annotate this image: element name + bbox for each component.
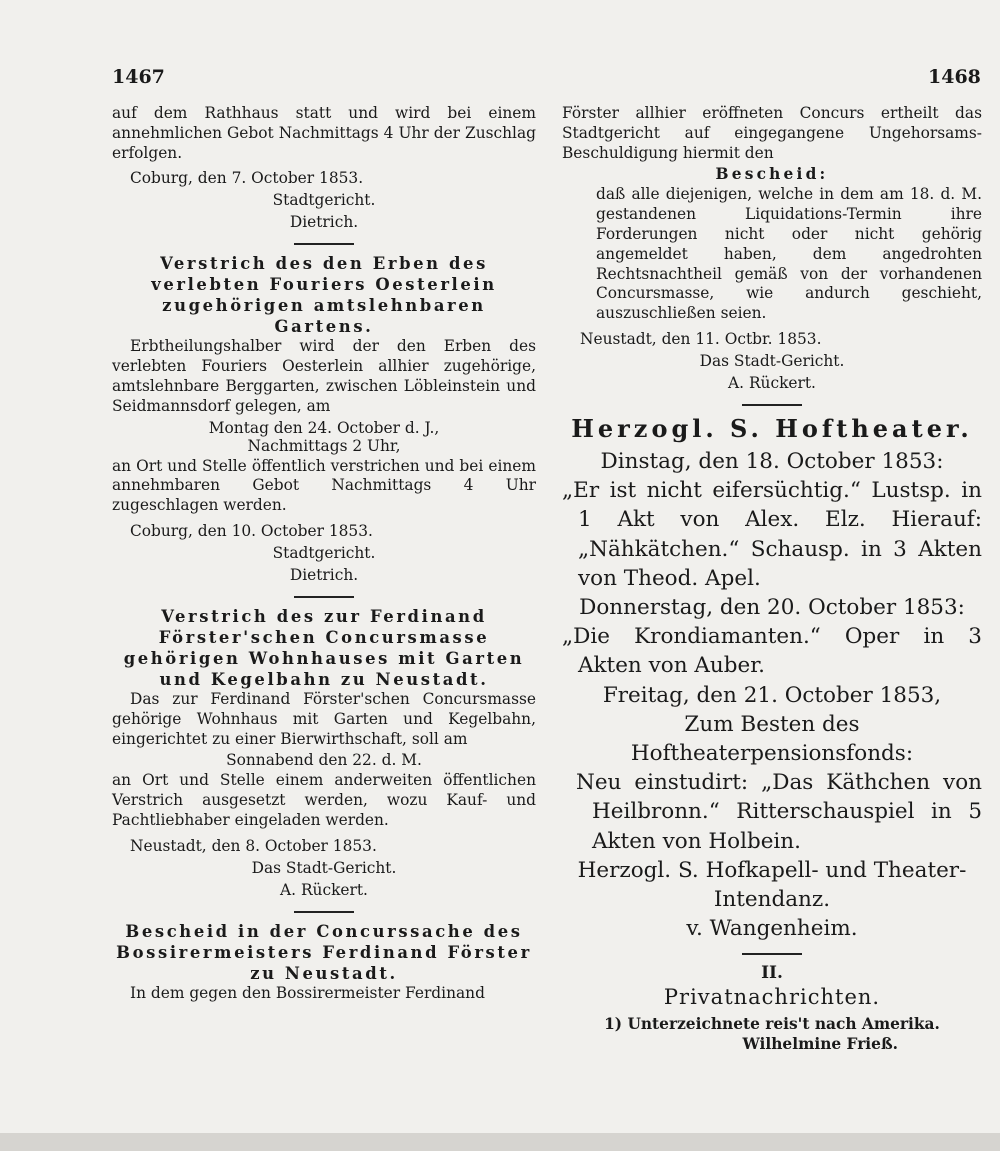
notice-body: Erbtheilungshalber wird der den Erben des verlebten Fouriers Oesterlein allhier zugehörige, amtslehnbare Berggarten, zwischen Löbleinstein und Seidmannsdorf gelegen, am	[112, 337, 536, 415]
notice-day: Sonnabend den 22. d. M.	[226, 751, 422, 770]
divider	[294, 911, 354, 913]
section-number: II.	[761, 963, 783, 984]
notice-signature: Dietrich.	[289, 565, 359, 584]
notice-heading: Verstrich des zur Ferdinand Förster'schen Concursmasse gehörigen Wohnhauses mit Garten und Kegelbahn zu Neustadt.	[123, 606, 525, 689]
notice-continuation: Förster allhier eröffneten Concurs ertheilt das Stadtgericht auf eingegangene Ungehorsams-Beschuldigung hiermit den	[562, 104, 982, 162]
notice-time: Nachmittags 2 Uhr,	[247, 436, 401, 455]
theater-signature: Intendanz.	[713, 887, 831, 913]
notice-body: In dem gegen den Bossirermeister Ferdinand	[130, 983, 485, 1002]
theater-signature: Herzogl. S. Hofkapell- und Theater-	[577, 857, 967, 883]
program-date: Dinstag, den 18. October 1853:	[600, 448, 944, 474]
notice-day: Montag den 24. October d. J.,	[208, 418, 440, 437]
notice-heading: Bescheid in der Concurssache des Bossirermeisters Ferdinand Förster zu Neustadt.	[116, 921, 532, 983]
notice-date: Coburg, den 10. October 1853.	[130, 521, 373, 540]
notice-date: Neustadt, den 8. October 1853.	[130, 836, 377, 855]
notice-body: Das zur Ferdinand Förster'schen Concursmasse gehörige Wohnhaus mit Garten und Kegelbahn, eingerichtet zu einer Bierwirthschaft, soll am	[112, 689, 536, 748]
page-number-right: 1468	[928, 66, 981, 88]
private-notice-signature: Wilhelmine Frieß.	[742, 1035, 898, 1054]
program-entry: „Er ist nicht eifersüchtig.“ Lustsp. in 1 Akt von Alex. Elz. Hierauf: „Nähkätchen.“ Schausp. in 3 Akten von Theod. Apel.	[562, 478, 982, 591]
notice-bescheid: Bescheid:	[715, 165, 829, 184]
theater-signature: v. Wangenheim.	[686, 916, 858, 942]
notice-continuation: auf dem Rathhaus statt und wird bei einem annehmlichen Gebot Nachmittags 4 Uhr der Zuschlag erfolgen.	[112, 104, 536, 162]
left-column	[112, 104, 536, 1004]
page-number-left: 1467	[112, 66, 165, 88]
page-shadow	[0, 1133, 1000, 1151]
program-entry: „Die Krondiamanten.“ Oper in 3 Akten von Auber.	[562, 624, 982, 679]
notice-court: Stadtgericht.	[272, 543, 376, 562]
theater-title: Herzogl. S. Hoftheater.	[571, 413, 973, 443]
notice-body-cont: an Ort und Stelle öffentlich verstrichen und bei einem annehmbaren Gebot Nachmittags 4 Uhr zugeschlagen werden.	[112, 456, 536, 515]
program-benefit: Zum Besten des Hoftheaterpensionsfonds:	[630, 711, 914, 766]
notice-date: Coburg, den 7. October 1853.	[130, 169, 364, 188]
notice-signature: A. Rückert.	[280, 880, 368, 899]
notice-signature: Dietrich.	[289, 213, 359, 232]
notice-date: Neustadt, den 11. Octbr. 1853.	[580, 329, 822, 348]
divider	[294, 596, 354, 598]
program-date: Donnerstag, den 20. October 1853:	[579, 594, 965, 620]
section-title: Privatnachrichten.	[663, 985, 881, 1010]
divider	[294, 243, 354, 245]
notice-heading: Verstrich des den Erben des verlebten Fouriers Oesterlein zugehörigen amtslehnbaren Gartens.	[151, 254, 497, 337]
notice-court: Das Stadt-Gericht.	[251, 858, 397, 877]
divider	[742, 404, 802, 406]
notice-body: daß alle diejenigen, welche in dem am 18. d. M. gestandenen Liquidations-Termin ihre Forderungen nicht oder nicht gehörig angemeldet haben, dem angedrohten Rechtsnachtheil gemäß von der vorhandenen Concursmasse, wie andurch geschieht, auszuschließen seien.	[596, 185, 982, 323]
notice-court: Stadtgericht.	[272, 191, 376, 210]
notice-body-cont: an Ort und Stelle einem anderweiten öffentlichen Verstrich ausgesetzt werden, wozu Kauf- und Pachtliebhaber eingeladen werden.	[112, 771, 536, 829]
program-date: Freitag, den 21. October 1853,	[602, 682, 942, 708]
notice-court: Das Stadt-Gericht.	[699, 351, 845, 370]
divider	[742, 953, 802, 955]
private-notice: 1) Unterzeichnete reis't nach Amerika.	[604, 1015, 940, 1034]
right-column	[562, 104, 982, 1055]
notice-signature: A. Rückert.	[728, 373, 816, 392]
program-entry: Neu einstudirt: „Das Käthchen von Heilbronn.“ Ritterschauspiel in 5 Akten von Holbein.	[576, 770, 982, 854]
